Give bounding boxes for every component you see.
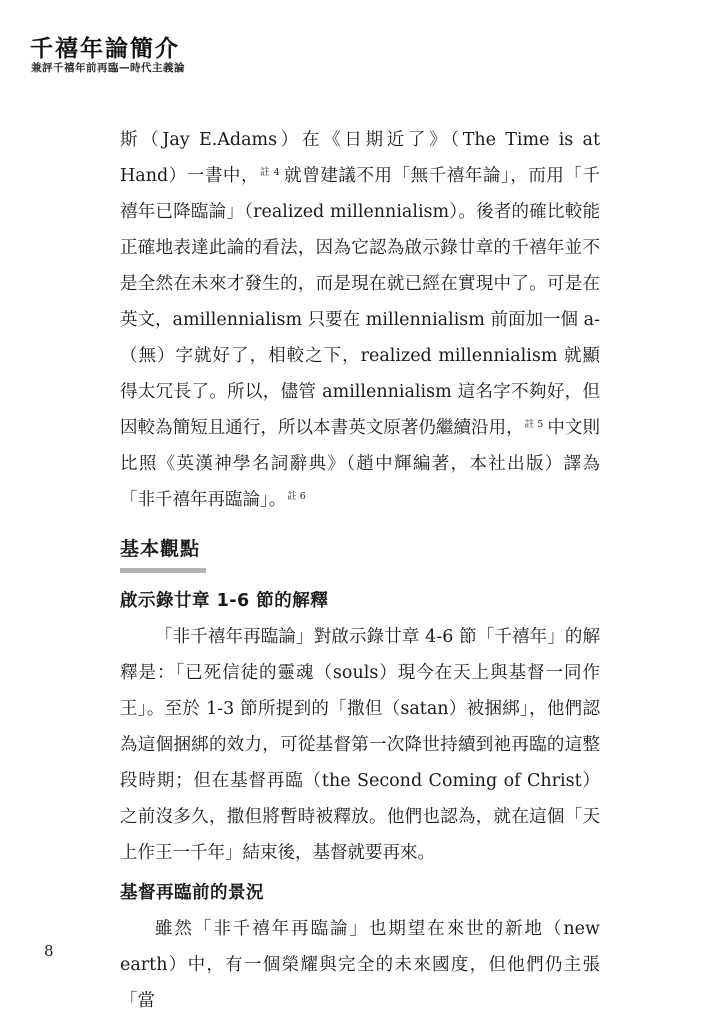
footnote-ref-6: 註 6 [287,491,306,502]
intro-text-3: 中文則比照《英漢神學名詞辭典》（趙中輝編著，本社出版）譯為「非千禧年再臨論」。 [120,418,600,510]
revelation-paragraph: 「非千禧年再臨論」對啟示錄廿章 4-6 節「千禧年」的解釋是：「已死信徒的靈魂（souls）現今在天上與基督一同作王」。至於 1-3 節所提到的「撒但（satan）被捆綁」，他們認為這個捆綁的效力，可從基督第一次降世持續到祂再臨的這整段時期；但在基督再臨（the Second Coming of Christ）之前沒多久，撒但將暫時被釋放。他們也認為，就在這個「天上作王一千年」結束後，基督就要再來。 [120,627,600,863]
header-title: 千禧年論簡介 [30,36,180,62]
section-heading: 基本觀點 [120,538,201,560]
subheading-revelation-20: 啟示錄廿章 1-6 節的解釋 [120,591,329,611]
header-subtitle: 兼評千禧年前再臨—時代主義論 [31,62,185,74]
page-number: 8 [44,942,54,960]
intro-text-2: 就曾建議不用「無千禧年論」，而用「千禧年已降臨論」（realized millennialism）。後者的確比較能正確地表達此論的看法，因為它認為啟示錄廿章的千禧年並不是全然在未來才發生的，而是現在就已經在實現中了。可是在英文，amillennialism 只要在 millennialism 前面加一個 a-（無）字就好了，相較之下，realized millennialism 就顯得太冗長了。所以，儘管 amillennialism 這名字不夠好，但因較為簡短且通行，所以本書英文原著仍繼續沿用， [120,166,600,438]
intro-paragraph [120,122,600,518]
footnote-ref-5: 註 5 [524,419,544,430]
section-heading-underline [120,568,206,573]
subheading-before-second-coming: 基督再臨前的景況 [120,883,264,903]
page-content [120,122,600,1019]
intro-text-1: 斯（Jay E.Adams）在《日期近了》（The Time is at Hand）一書中， [120,130,600,186]
second-coming-paragraph: 雖然「非千禧年再臨論」也期望在來世的新地（new earth）中，有一個榮耀與完全的未來國度，但他們仍主張「當 [120,919,600,1011]
footnote-ref-4: 註 4 [260,167,280,178]
